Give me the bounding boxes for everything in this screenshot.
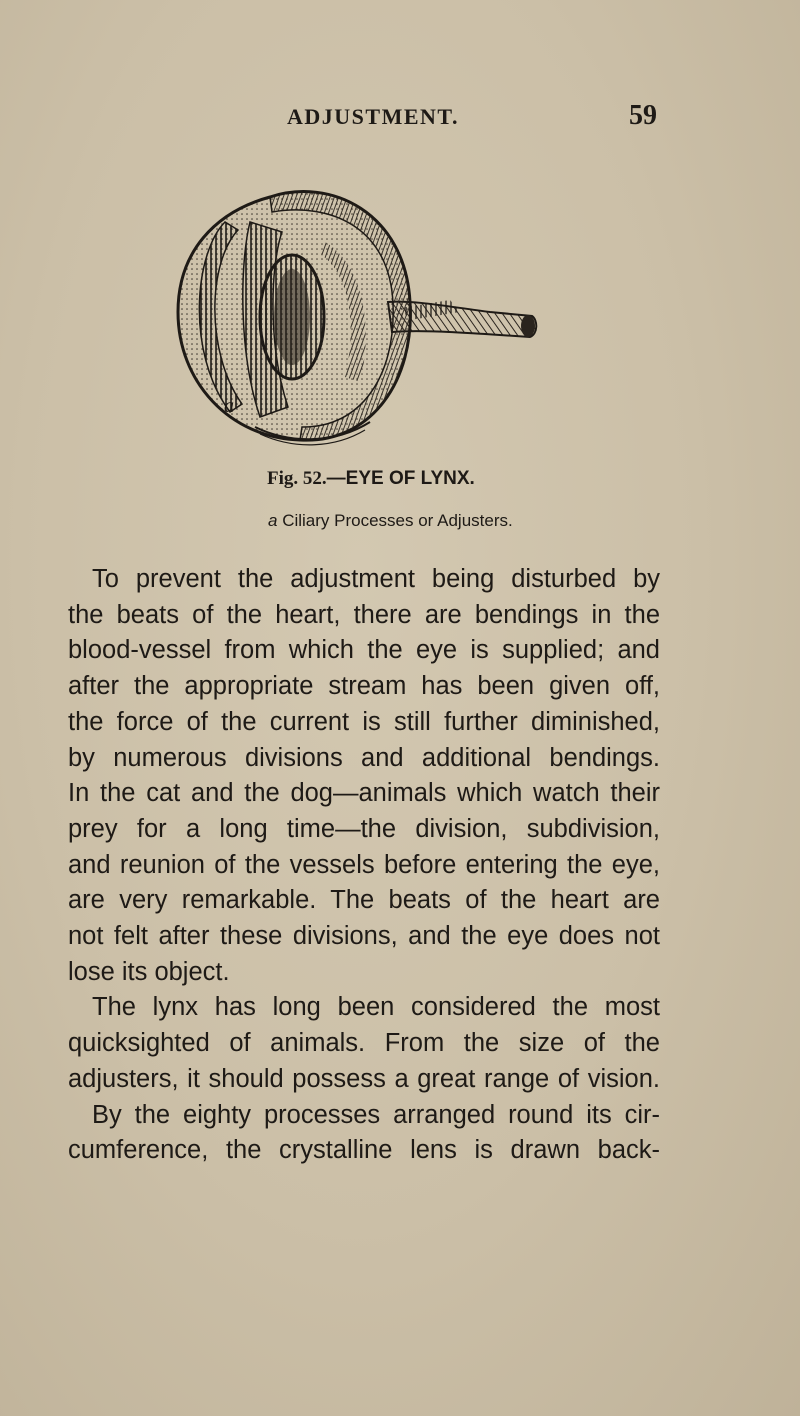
text-line: adjusters, it should possess a great range of vision. bbox=[68, 1064, 660, 1093]
body-text bbox=[68, 562, 660, 1169]
text-line: by numerous divisions and additional bendings. bbox=[68, 743, 660, 772]
text-line: not felt after these divisions, and the eye does not bbox=[68, 922, 660, 951]
text-line: blood-vessel from which the eye is supplied; and bbox=[68, 636, 660, 665]
text-line: are very remarkable. The beats of the heart are bbox=[68, 886, 660, 915]
text-line: In the cat and the dog—animals which watch their bbox=[68, 779, 660, 808]
text-line: By the eighty processes arranged round its cir- bbox=[92, 1100, 660, 1129]
text-line: To prevent the adjustment being disturbed by bbox=[92, 565, 660, 593]
text-line: cumference, the crystalline lens is drawn back- bbox=[68, 1136, 660, 1165]
text-line: lose its object. bbox=[68, 957, 230, 986]
lynx-eye-illustration bbox=[160, 182, 540, 447]
page-number: 59 bbox=[629, 100, 657, 131]
text-line: prey for a long time—the division, subdivision, bbox=[68, 814, 660, 843]
text-line: The lynx has long been considered the most bbox=[92, 993, 660, 1022]
text-line: quicksighted of animals. From the size of the bbox=[68, 1029, 660, 1058]
text-line: the beats of the heart, there are bendings in the bbox=[68, 600, 660, 629]
running-title: ADJUSTMENT. bbox=[287, 104, 459, 129]
figure-subcaption bbox=[268, 511, 513, 531]
text-line: the force of the current is still further diminished, bbox=[68, 707, 660, 736]
text-line: and reunion of the vessels before entering the eye, bbox=[68, 850, 660, 879]
lynx-eye-engraving bbox=[160, 182, 540, 447]
figure-callout-letter: a bbox=[224, 395, 234, 417]
subcaption-text: Ciliary Processes or Adjusters. bbox=[277, 511, 513, 530]
text-line: after the appropriate stream has been given off, bbox=[68, 672, 660, 701]
running-head bbox=[287, 100, 657, 136]
figure-number: Fig. 52. bbox=[267, 468, 327, 489]
subcaption-letter: a bbox=[268, 511, 278, 530]
figure-title: —EYE OF LYNX. bbox=[326, 468, 475, 489]
